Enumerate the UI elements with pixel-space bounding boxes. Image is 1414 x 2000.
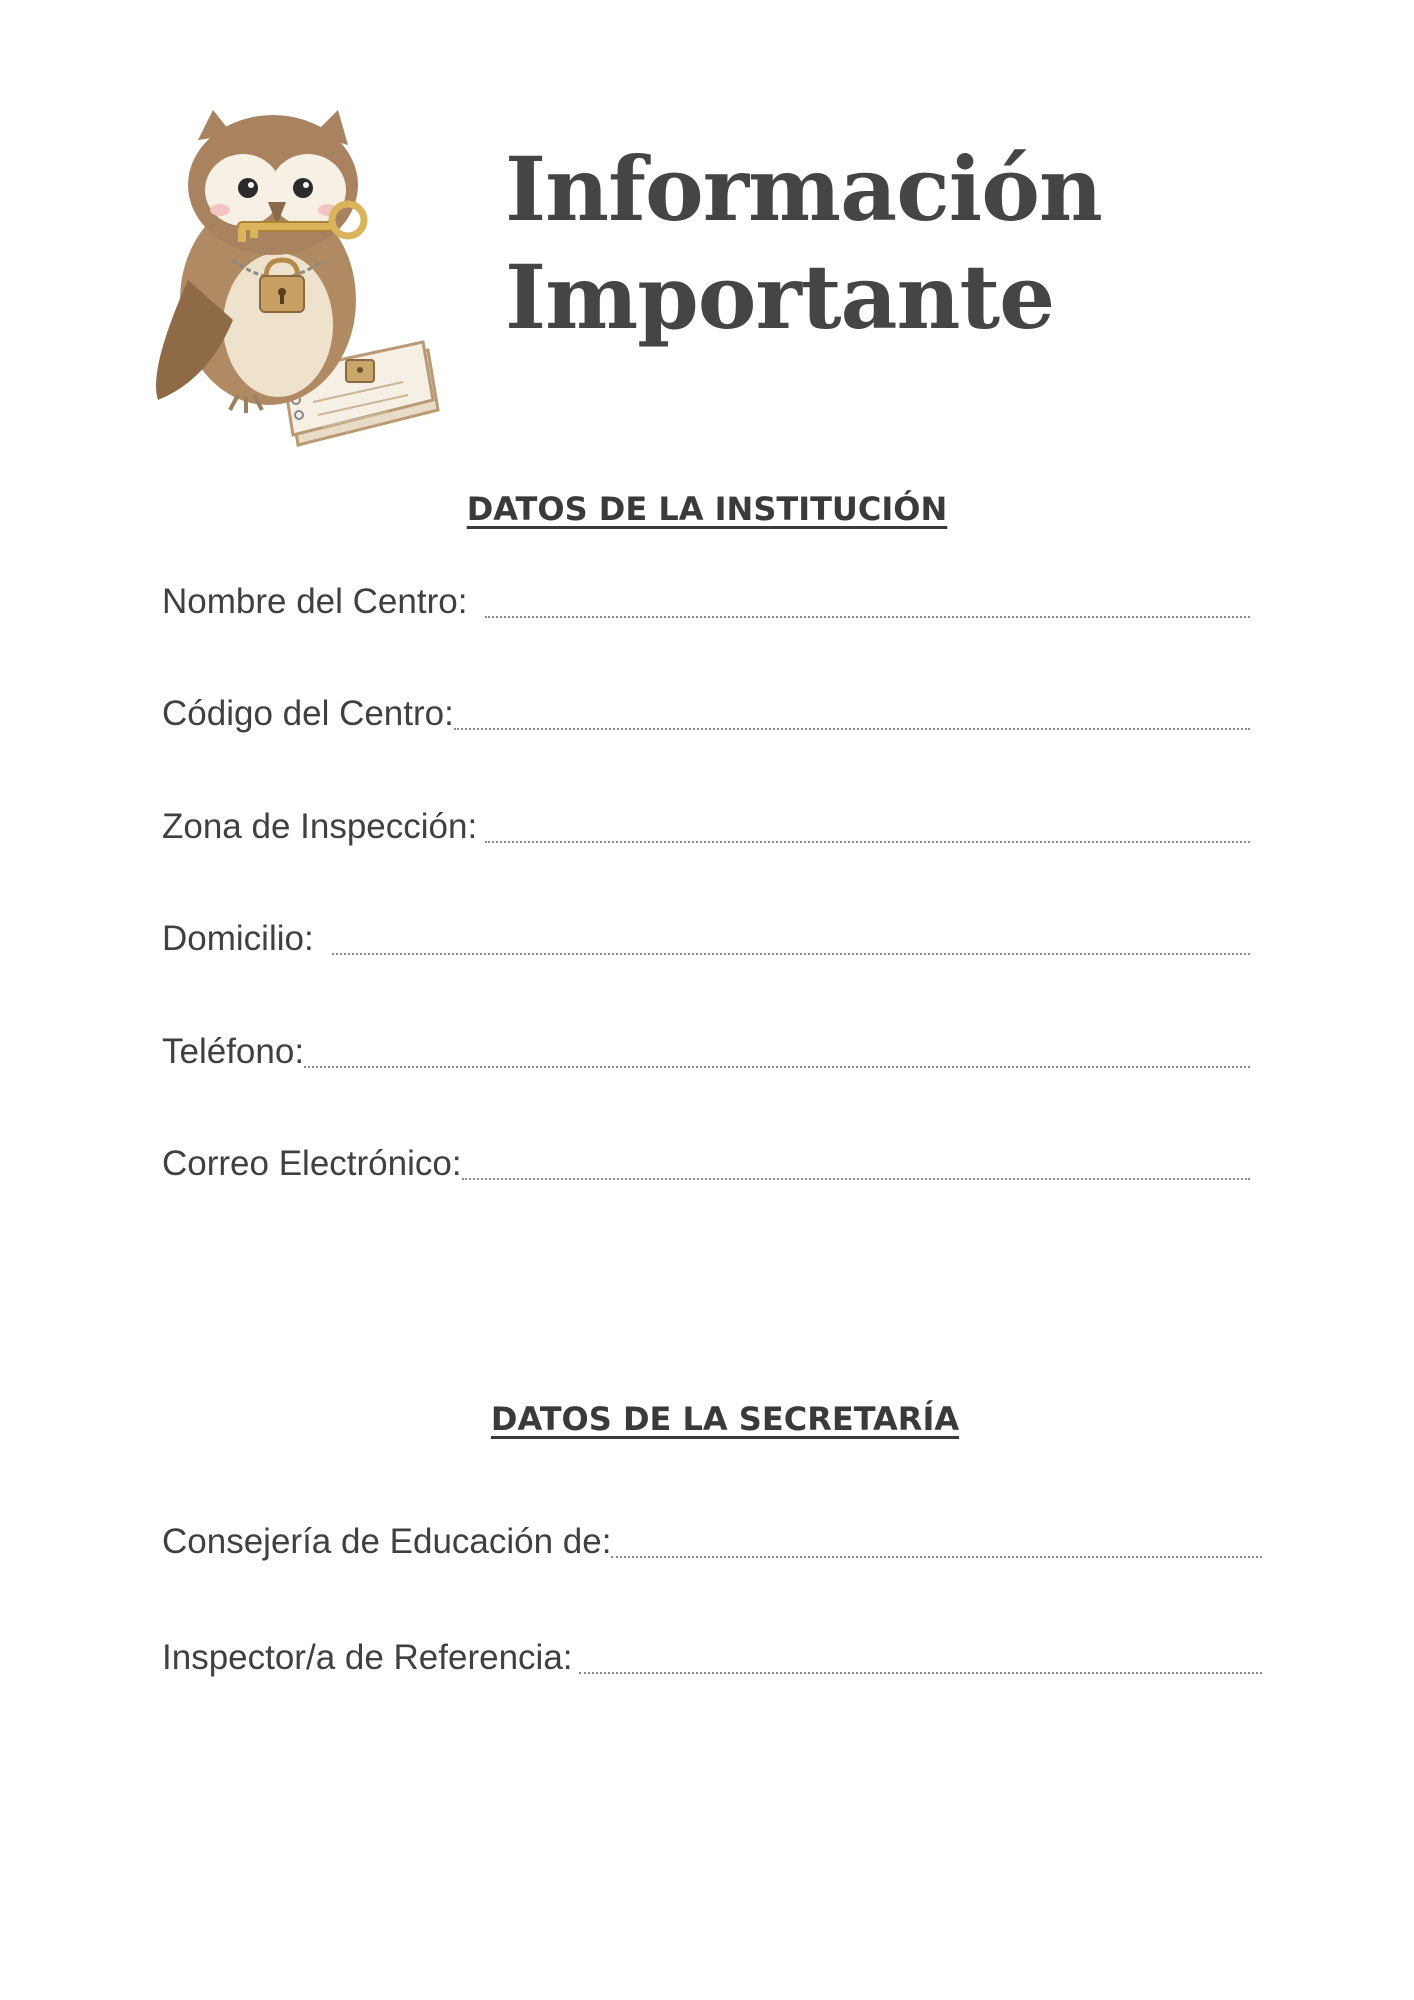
field-domicilio xyxy=(162,915,1250,959)
fill-in-line[interactable] xyxy=(579,1672,1262,1674)
field-label: Zona de Inspección: xyxy=(162,807,478,846)
field-consejeria-de-educacion xyxy=(162,1518,1262,1562)
fill-in-line[interactable] xyxy=(485,616,1250,618)
fill-in-line[interactable] xyxy=(454,728,1250,730)
field-label: Código del Centro: xyxy=(162,694,454,733)
page-title xyxy=(505,135,1102,351)
owl-illustration-icon xyxy=(138,110,448,460)
fill-in-line[interactable] xyxy=(462,1178,1250,1180)
field-zona-de-inspeccion xyxy=(162,803,1250,847)
fill-in-line[interactable] xyxy=(485,841,1250,843)
field-label: Teléfono: xyxy=(162,1032,305,1071)
field-label: Inspector/a de Referencia: xyxy=(162,1638,573,1677)
field-correo-electronico xyxy=(162,1140,1250,1184)
title-line-2: Importante xyxy=(505,245,1055,349)
field-label: Nombre del Centro: xyxy=(162,582,468,621)
secretary-section-heading: DATOS DE LA SECRETARÍA xyxy=(490,1400,960,1438)
title-line-1: Información xyxy=(505,137,1102,241)
field-label: Correo Electrónico: xyxy=(162,1144,462,1183)
field-label: Domicilio: xyxy=(162,919,314,958)
fill-in-line[interactable] xyxy=(304,1066,1250,1068)
field-inspector-de-referencia xyxy=(162,1634,1262,1678)
field-codigo-del-centro xyxy=(162,690,1250,734)
field-nombre-del-centro xyxy=(162,578,1250,622)
fill-in-line[interactable] xyxy=(611,1556,1262,1558)
fill-in-line[interactable] xyxy=(332,953,1250,955)
institution-section-heading: DATOS DE LA INSTITUCIÓN xyxy=(466,490,948,528)
field-telefono xyxy=(162,1028,1250,1072)
field-label: Consejería de Educación de: xyxy=(162,1522,612,1561)
